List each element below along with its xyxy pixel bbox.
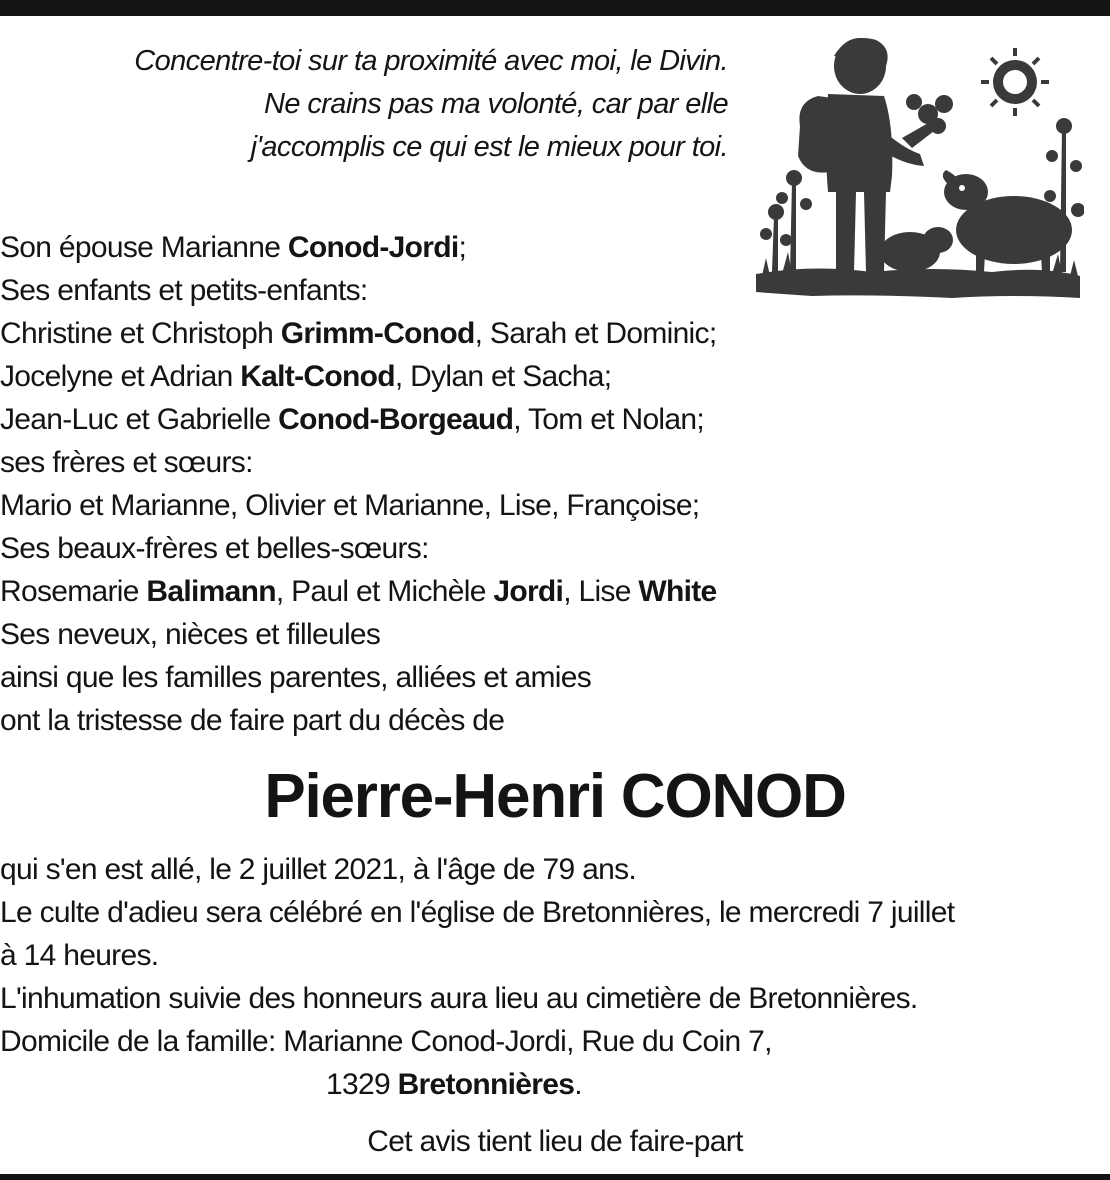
quote-line-3: j'accomplis ce qui est le mieux pour toi. [250, 131, 728, 163]
children-heading: Ses enfants et petits-enfants: [0, 274, 368, 307]
surname: Grimm-Conod [280, 317, 475, 350]
burial-line: L'inhumation suivie des honneurs aura lieu au cimetière de Bretonnières. [0, 982, 918, 1015]
text: 1329 [326, 1068, 398, 1101]
text: , Sarah et Dominic; [474, 317, 717, 350]
text: Son épouse Marianne [0, 231, 288, 264]
quote-line-1: Concentre-toi sur ta proximité avec moi, le Divin. [134, 45, 728, 77]
postal-line [0, 1063, 954, 1106]
siblings-heading: ses frères et sœurs: [0, 446, 253, 479]
locality: Bretonnières [397, 1068, 575, 1101]
text: , Dylan et Sacha; [394, 360, 612, 393]
text: Christine et Christoph [0, 317, 281, 350]
deceased-name: Pierre-Henri CONOD [264, 762, 846, 831]
family-address-line: Domicile de la famille: Marianne Conod-Jordi, Rue du Coin 7, [0, 1025, 772, 1058]
bottom-border-rule [0, 1174, 1110, 1180]
text: , Tom et Nolan; [513, 403, 704, 436]
text: Jocelyne et Adrian [0, 360, 241, 393]
surname: White [638, 575, 717, 608]
epigraph-quote [134, 40, 728, 169]
child-line-2 [0, 355, 717, 398]
text: Rosemarie [0, 575, 147, 608]
siblings-line: Mario et Marianne, Olivier et Marianne, Lise, Françoise; [0, 489, 700, 522]
nephews-line: Ses neveux, nièces et filleules [0, 618, 381, 651]
text: , Lise [563, 575, 639, 608]
relatives-line: ainsi que les familles parentes, alliées et amies [0, 661, 592, 694]
surname: Jordi [493, 575, 564, 608]
surname: Conod-Borgeaud [278, 403, 514, 436]
spouse-line [0, 226, 717, 269]
surname: Conod-Jordi [287, 231, 459, 264]
announcement-line: ont la tristesse de faire part du décès de [0, 704, 505, 737]
text: Jean-Luc et Gabrielle [0, 403, 279, 436]
surname: Balimann [146, 575, 276, 608]
surname: Kalt-Conod [240, 360, 395, 393]
text: ; [458, 231, 467, 264]
family-announcement [0, 226, 717, 742]
service-time-line: à 14 heures. [0, 939, 159, 972]
silhouette-boy-with-sheep-illustration [752, 26, 1084, 306]
service-line: Le culte d'adieu sera célébré en l'église de Bretonnières, le mercredi 7 juillet [0, 896, 955, 929]
child-line-3 [0, 398, 717, 441]
death-date-line: qui s'en est allé, le 2 juillet 2021, à l'âge de 79 ans. [0, 853, 637, 886]
funeral-details [0, 848, 954, 1106]
child-line-1 [0, 312, 717, 355]
closing-note: Cet avis tient lieu de faire-part [367, 1125, 743, 1158]
text: . [574, 1068, 582, 1101]
text: , Paul et Michèle [275, 575, 494, 608]
quote-line-2: Ne crains pas ma volonté, car par elle [264, 88, 728, 120]
in-laws-heading: Ses beaux-frères et belles-sœurs: [0, 532, 429, 565]
top-border-rule [0, 0, 1110, 16]
in-laws-line [0, 570, 717, 613]
